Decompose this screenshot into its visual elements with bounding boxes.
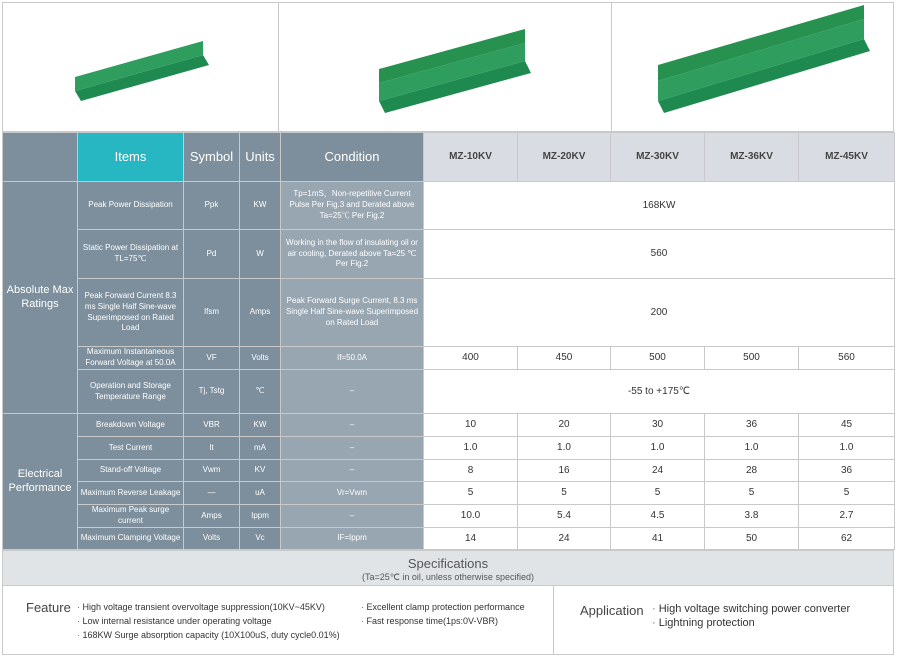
row-symbol: — bbox=[184, 482, 240, 505]
table-row bbox=[3, 528, 895, 550]
header-units: Units bbox=[240, 133, 281, 182]
row-value: 14 bbox=[424, 528, 518, 550]
row-unit: KW bbox=[240, 182, 281, 230]
row-item: Test Current bbox=[78, 437, 184, 460]
application-list bbox=[652, 602, 850, 630]
row-symbol: Pd bbox=[184, 230, 240, 279]
row-condition: Peak Forward Surge Current, 8.3 ms Single Half Sine-wave Superimposed on Rated Load bbox=[281, 279, 424, 347]
row-value: 2.7 bbox=[799, 505, 895, 528]
row-condition: If=50.0A bbox=[281, 347, 424, 370]
row-value: 30 bbox=[611, 414, 705, 437]
header-items: Items bbox=[78, 133, 184, 182]
row-unit: Amps bbox=[240, 279, 281, 347]
row-value: 5 bbox=[705, 482, 799, 505]
row-value: 5 bbox=[799, 482, 895, 505]
header-blank bbox=[3, 133, 78, 182]
row-unit: ℃ bbox=[240, 370, 281, 414]
row-condition: – bbox=[281, 460, 424, 482]
row-unit: Volts bbox=[240, 347, 281, 370]
row-value: 1.0 bbox=[799, 437, 895, 460]
table-row bbox=[3, 370, 895, 414]
header-row bbox=[3, 133, 895, 182]
row-condition: – bbox=[281, 370, 424, 414]
row-value: 1.0 bbox=[518, 437, 611, 460]
row-value: 45 bbox=[799, 414, 895, 437]
product-image-large bbox=[612, 3, 893, 131]
row-value: 500 bbox=[611, 347, 705, 370]
feature-item: · Excellent clamp protection performance bbox=[361, 600, 525, 614]
row-value: 560 bbox=[799, 347, 895, 370]
row-value: 36 bbox=[705, 414, 799, 437]
table-row bbox=[3, 460, 895, 482]
specifications-title: Specifications bbox=[407, 556, 489, 571]
row-unit: W bbox=[240, 230, 281, 279]
row-value: 5 bbox=[424, 482, 518, 505]
product-image-medium bbox=[279, 3, 612, 131]
row-condition: – bbox=[281, 437, 424, 460]
row-unit: Ippm bbox=[240, 505, 281, 528]
table-row bbox=[3, 230, 895, 279]
spec-sheet bbox=[2, 2, 894, 655]
row-condition: – bbox=[281, 505, 424, 528]
row-value: 62 bbox=[799, 528, 895, 550]
row-value: 20 bbox=[518, 414, 611, 437]
product-image-small bbox=[3, 3, 279, 131]
row-symbol: It bbox=[184, 437, 240, 460]
application-item: · Lightning protection bbox=[652, 616, 850, 630]
row-value: 10 bbox=[424, 414, 518, 437]
feature-title: Feature bbox=[26, 600, 71, 615]
row-value: 28 bbox=[705, 460, 799, 482]
feature-section bbox=[3, 586, 554, 654]
row-unit: mA bbox=[240, 437, 281, 460]
row-item: Operation and Storage Temperature Range bbox=[78, 370, 184, 414]
row-value: 3.8 bbox=[705, 505, 799, 528]
table-row bbox=[3, 279, 895, 347]
row-value: 560 bbox=[424, 230, 895, 279]
row-unit: KV bbox=[240, 460, 281, 482]
table-row bbox=[3, 437, 895, 460]
row-value: 168KW bbox=[424, 182, 895, 230]
header-model: MZ-36KV bbox=[705, 133, 799, 182]
feature-list-2 bbox=[361, 600, 525, 628]
row-symbol: Vwm bbox=[184, 460, 240, 482]
row-condition: Vr=Vwm bbox=[281, 482, 424, 505]
header-model: MZ-45KV bbox=[799, 133, 895, 182]
row-value: 41 bbox=[611, 528, 705, 550]
row-value: 5 bbox=[518, 482, 611, 505]
row-unit: uA bbox=[240, 482, 281, 505]
row-value: 24 bbox=[611, 460, 705, 482]
row-value: 400 bbox=[424, 347, 518, 370]
row-value: 500 bbox=[705, 347, 799, 370]
row-value: 1.0 bbox=[611, 437, 705, 460]
header-model: MZ-30KV bbox=[611, 133, 705, 182]
application-section bbox=[554, 586, 893, 654]
row-item: Static Power Dissipation at TL=75℃ bbox=[78, 230, 184, 279]
header-model: MZ-10KV bbox=[424, 133, 518, 182]
row-item: Maximum Clamping Voltage bbox=[78, 528, 184, 550]
specifications-subtitle: (Ta=25℃ in oil, unless otherwise specified) bbox=[362, 572, 534, 582]
row-item: Stand-off Voltage bbox=[78, 460, 184, 482]
header-model: MZ-20KV bbox=[518, 133, 611, 182]
feature-item: · Fast response time(1ps:0V-VBR) bbox=[361, 614, 525, 628]
row-condition: Working in the flow of insulating oil or air cooling, Derated above Ta=25 ℃ Per Fig.2 bbox=[281, 230, 424, 279]
row-value: 1.0 bbox=[705, 437, 799, 460]
table-row bbox=[3, 505, 895, 528]
row-item: Maximum Instantaneous Forward Voltage at 50.0A bbox=[78, 347, 184, 370]
row-value: 450 bbox=[518, 347, 611, 370]
row-item: Peak Forward Current 8.3 ms Single Half Sine-wave Superimposed on Rated Load bbox=[78, 279, 184, 347]
row-value: 24 bbox=[518, 528, 611, 550]
row-unit: Vc bbox=[240, 528, 281, 550]
row-condition: IF=Ippm bbox=[281, 528, 424, 550]
application-title: Application bbox=[580, 603, 644, 618]
feature-list-1 bbox=[77, 600, 340, 642]
row-value: -55 to +175℃ bbox=[424, 370, 895, 414]
row-value: 5.4 bbox=[518, 505, 611, 528]
row-symbol: Ifsm bbox=[184, 279, 240, 347]
row-item: Peak Power Dissipation bbox=[78, 182, 184, 230]
row-value: 16 bbox=[518, 460, 611, 482]
table-row bbox=[3, 347, 895, 370]
row-symbol: Volts bbox=[184, 528, 240, 550]
feature-item: · High voltage transient overvoltage suppression(10KV~45KV) bbox=[77, 600, 340, 614]
feature-item: · Low internal resistance under operating voltage bbox=[77, 614, 340, 628]
row-condition: Tp=1mS，Non-repetitive Current Pulse Per Fig.3 and Derated above Ta=25℃ Per Fig.2 bbox=[281, 182, 424, 230]
row-item: Breakdown Voltage bbox=[78, 414, 184, 437]
row-symbol: Ppk bbox=[184, 182, 240, 230]
spec-table bbox=[2, 132, 895, 550]
row-value: 200 bbox=[424, 279, 895, 347]
row-item: Maximum Reverse Leakage bbox=[78, 482, 184, 505]
row-item: Maximum Peak surge current bbox=[78, 505, 184, 528]
table-row bbox=[3, 414, 895, 437]
feature-application bbox=[2, 586, 894, 655]
row-symbol: VF bbox=[184, 347, 240, 370]
row-value: 8 bbox=[424, 460, 518, 482]
row-symbol: Tj, Tstg bbox=[184, 370, 240, 414]
specifications-band bbox=[2, 550, 894, 586]
group-absolute: Absolute Max Ratings bbox=[3, 182, 78, 414]
group-electrical: Electrical Performance bbox=[3, 414, 78, 550]
table-row bbox=[3, 482, 895, 505]
header-condition: Condition bbox=[281, 133, 424, 182]
row-value: 1.0 bbox=[424, 437, 518, 460]
feature-item: · 168KW Surge absorption capacity (10X100uS, duty cycle0.01%) bbox=[77, 628, 340, 642]
row-value: 36 bbox=[799, 460, 895, 482]
row-condition: – bbox=[281, 414, 424, 437]
row-unit: KW bbox=[240, 414, 281, 437]
product-images bbox=[2, 2, 894, 132]
application-item: · High voltage switching power converter bbox=[652, 602, 850, 616]
header-symbol: Symbol bbox=[184, 133, 240, 182]
row-symbol: Amps bbox=[184, 505, 240, 528]
row-value: 50 bbox=[705, 528, 799, 550]
row-symbol: VBR bbox=[184, 414, 240, 437]
table-row bbox=[3, 182, 895, 230]
row-value: 5 bbox=[611, 482, 705, 505]
row-value: 10.0 bbox=[424, 505, 518, 528]
row-value: 4.5 bbox=[611, 505, 705, 528]
